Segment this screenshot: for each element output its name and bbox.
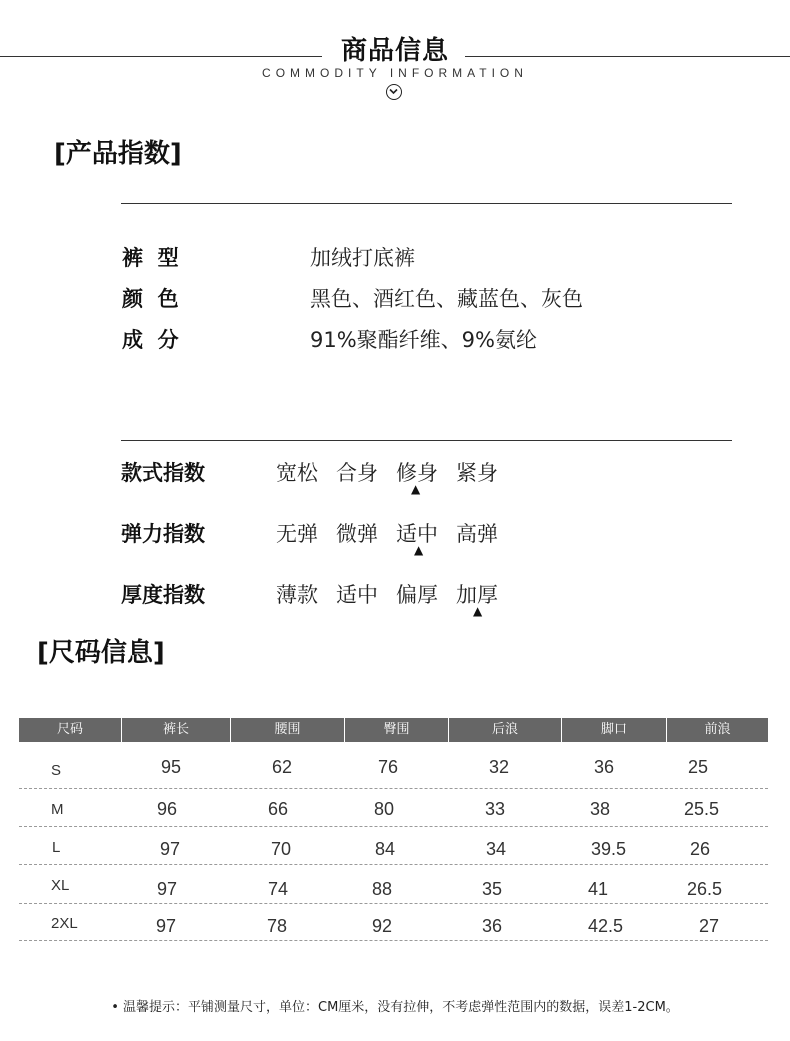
table-cell: 88 bbox=[372, 879, 393, 899]
table-cell: 74 bbox=[268, 879, 289, 899]
column-header: 腰围 bbox=[274, 722, 301, 737]
style-index-label: 款式指数 bbox=[121, 461, 205, 485]
table-cell: 26.5 bbox=[687, 879, 723, 899]
chevron-down-circle-icon bbox=[386, 84, 402, 100]
table-cell: 36 bbox=[482, 916, 503, 936]
table-cell: 66 bbox=[268, 799, 289, 819]
table-cell: 62 bbox=[272, 757, 293, 777]
row-divider bbox=[19, 826, 768, 827]
table-cell-size: XL bbox=[51, 877, 70, 894]
thickness-index-label: 厚度指数 bbox=[121, 583, 205, 607]
spec-label-type: 裤 型 bbox=[122, 246, 179, 270]
page-title: 商品信息 bbox=[340, 36, 449, 66]
table-cell: 97 bbox=[156, 916, 177, 936]
table-cell: 70 bbox=[271, 839, 292, 859]
table-cell: 32 bbox=[489, 757, 510, 777]
divider bbox=[121, 203, 732, 204]
table-cell: 92 bbox=[372, 916, 393, 936]
spec-value-type: 加绒打底裤 bbox=[310, 246, 415, 270]
size-info-title: [尺码信息] bbox=[37, 638, 165, 668]
table-cell-size: M bbox=[51, 801, 64, 818]
table-cell-size: 2XL bbox=[51, 915, 78, 932]
divider bbox=[121, 440, 732, 441]
column-header: 前浪 bbox=[704, 722, 731, 737]
column-header: 裤长 bbox=[162, 722, 189, 737]
table-cell: 76 bbox=[378, 757, 399, 777]
row-divider bbox=[19, 864, 768, 865]
selection-marker: ▲ bbox=[473, 604, 483, 618]
row-divider bbox=[19, 903, 768, 904]
elasticity-option-selected: 适中 bbox=[396, 522, 438, 546]
size-table-header bbox=[19, 718, 768, 742]
thickness-option: 偏厚 bbox=[396, 583, 438, 607]
table-cell: 95 bbox=[161, 757, 182, 777]
table-cell: 41 bbox=[588, 879, 609, 899]
style-option: 宽松 bbox=[276, 461, 318, 485]
elasticity-option: 微弹 bbox=[336, 522, 378, 546]
thickness-option: 适中 bbox=[336, 583, 378, 607]
table-cell: 38 bbox=[590, 799, 611, 819]
table-cell: 97 bbox=[160, 839, 181, 859]
spec-value-material: 91%聚酯纤维、9%氨纶 bbox=[310, 328, 537, 352]
selection-marker: ▲ bbox=[411, 482, 421, 496]
table-cell: 35 bbox=[482, 879, 503, 899]
product-index-title: [产品指数] bbox=[54, 139, 182, 169]
table-cell: 96 bbox=[157, 799, 178, 819]
table-cell: 80 bbox=[374, 799, 395, 819]
table-cell: 27 bbox=[699, 916, 720, 936]
column-header: 脚口 bbox=[600, 722, 627, 737]
thickness-option: 薄款 bbox=[276, 583, 318, 607]
elasticity-option: 高弹 bbox=[456, 522, 498, 546]
table-cell: 97 bbox=[157, 879, 178, 899]
column-header: 臀围 bbox=[383, 722, 410, 737]
table-cell: 33 bbox=[485, 799, 506, 819]
measurement-note: • 温馨提示：平铺测量尺寸，单位：CM厘米，没有拉伸，不考虑弹性范围内的数据，误差1-2CM。 bbox=[111, 1000, 679, 1015]
table-cell: 36 bbox=[594, 757, 615, 777]
style-option: 合身 bbox=[336, 461, 378, 485]
style-option-selected: 修身 bbox=[396, 461, 438, 485]
table-cell: 25.5 bbox=[684, 799, 720, 819]
row-divider bbox=[19, 940, 768, 941]
table-cell: 84 bbox=[375, 839, 396, 859]
table-cell: 78 bbox=[267, 916, 288, 936]
table-cell: 39.5 bbox=[591, 839, 627, 859]
table-cell: 42.5 bbox=[588, 916, 624, 936]
page-subtitle: COMMODITY INFORMATION bbox=[262, 66, 528, 80]
spec-value-color: 黑色、酒红色、藏蓝色、灰色 bbox=[310, 287, 583, 311]
column-header: 尺码 bbox=[56, 722, 83, 737]
elasticity-index-label: 弹力指数 bbox=[121, 522, 205, 546]
table-cell: 26 bbox=[690, 839, 711, 859]
spec-label-material: 成 分 bbox=[122, 328, 179, 352]
thickness-option-selected: 加厚 bbox=[456, 583, 498, 607]
table-cell: 25 bbox=[688, 757, 709, 777]
table-cell-size: S bbox=[51, 762, 62, 779]
selection-marker: ▲ bbox=[414, 543, 424, 557]
column-header: 后浪 bbox=[491, 722, 518, 737]
elasticity-option: 无弹 bbox=[276, 522, 318, 546]
style-option: 紧身 bbox=[456, 461, 498, 485]
spec-label-color: 颜 色 bbox=[122, 287, 179, 311]
row-divider bbox=[19, 788, 768, 789]
table-cell: 34 bbox=[486, 839, 507, 859]
table-cell-size: L bbox=[52, 839, 61, 856]
